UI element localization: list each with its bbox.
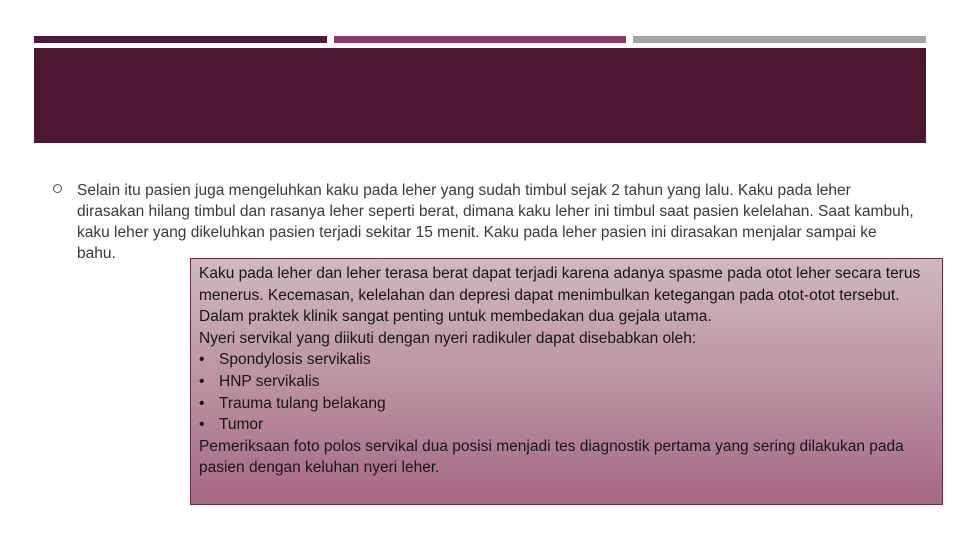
bullet-dot-icon: • xyxy=(199,351,205,369)
bullet-dot-icon: • xyxy=(199,372,205,390)
cause-label: HNP servikalis xyxy=(219,372,320,390)
list-item xyxy=(199,371,934,393)
overlay-callout xyxy=(190,258,943,505)
bullet-dot-icon: • xyxy=(199,416,205,434)
causes-list xyxy=(199,349,934,435)
bullet-dot-icon: • xyxy=(199,394,205,412)
decorative-bar-plum xyxy=(334,36,626,43)
list-item xyxy=(199,393,934,415)
decorative-bar-gray xyxy=(633,36,926,43)
slide-paragraph: Selain itu pasien juga mengeluhkan kaku pada leher yang sudah timbul sejak 2 tahun yang lalu. Kaku pada leher dirasakan hilang timbul dan rasanya leher seperti berat, dimana kaku leher ini timbul saat pasien kelelahan. Saat kambuh, kaku leher yang dikeluhkan pasien terjadi sekitar 15 menit. Kaku pada leher pasien ini dirasakan menjalar sampai ke bahu. xyxy=(77,182,914,262)
overlay-intro: Kaku pada leher dan leher terasa berat dapat terjadi karena adanya spasme pada otot leher secara terus menerus. Kecemasan, kelelahan dan depresi dapat menimbulkan ketegangan pada otot-otot tersebut. Dalam praktek klinik sangat penting untuk membedakan dua gejala utama. xyxy=(199,265,921,326)
overlay-causes-heading: Nyeri servikal yang diikuti dengan nyeri radikuler dapat disebabkan oleh: xyxy=(199,329,697,347)
title-band xyxy=(34,48,926,143)
circle-bullet-icon xyxy=(53,184,62,193)
cause-label: Tumor xyxy=(219,416,264,434)
list-item xyxy=(199,414,934,436)
cause-label: Trauma tulang belakang xyxy=(219,394,386,412)
decorative-bar-dark xyxy=(34,36,327,43)
overlay-closing: Pemeriksaan foto polos servikal dua posisi menjadi tes diagnostik pertama yang sering dilakukan pada pasien dengan keluhan nyeri leher. xyxy=(199,437,904,477)
list-item xyxy=(199,349,934,371)
cause-label: Spondylosis servikalis xyxy=(219,351,371,369)
